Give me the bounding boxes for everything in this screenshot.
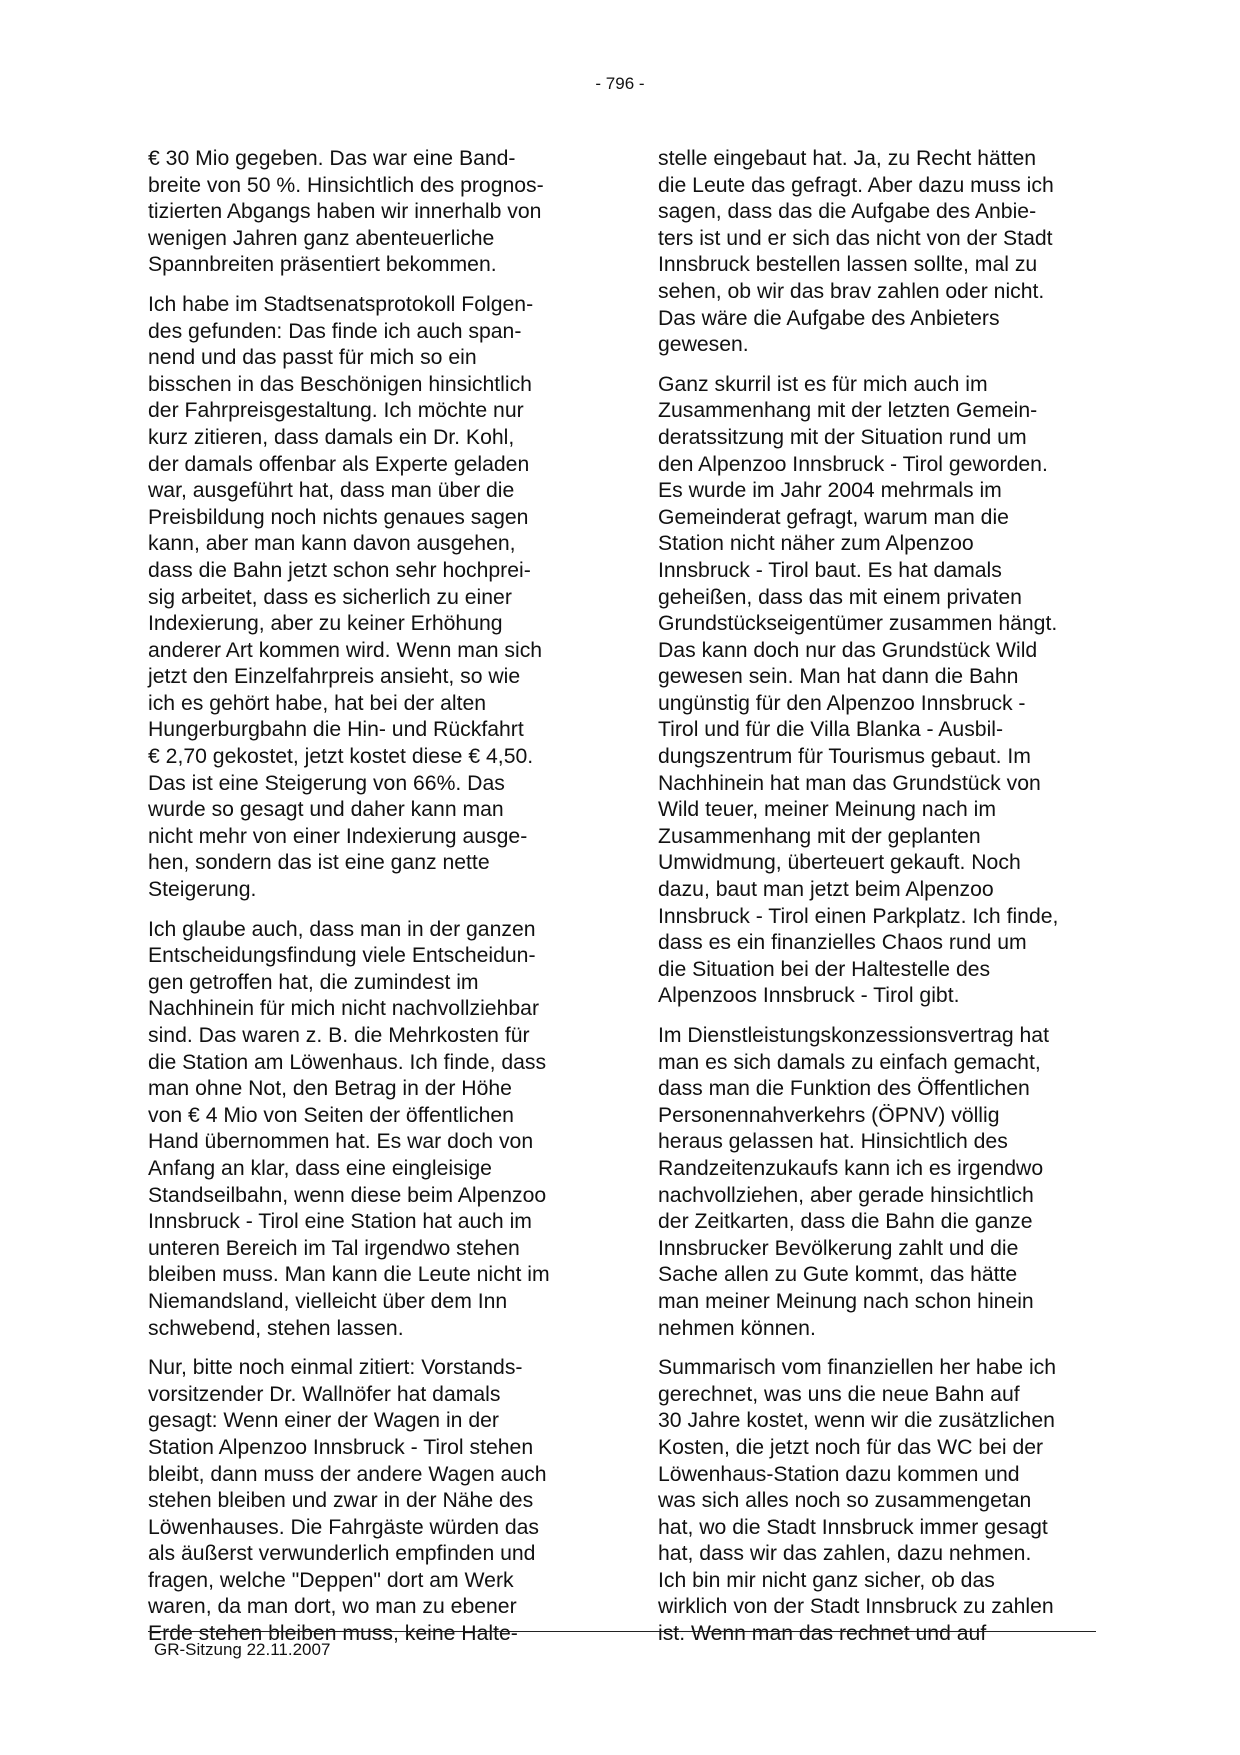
text-line: Umwidmung, überteuert gekauft. Noch <box>658 851 1021 875</box>
text-line: Hand übernommen hat. Es war doch von <box>148 1130 534 1154</box>
text-line: stehen bleiben und zwar in der Nähe des <box>148 1489 534 1513</box>
text-line: Innsbruck bestellen lassen sollte, mal zu <box>658 253 1038 277</box>
text-line: Summarisch vom finanziellen her habe ich <box>658 1356 1057 1380</box>
text-column-right <box>658 146 1106 1661</box>
text-line: sagen, dass das die Aufgabe des Anbie- <box>658 200 1037 224</box>
paragraph <box>148 1355 596 1648</box>
text-line: Steigerung. <box>148 878 257 902</box>
text-line: hat, wo die Stadt Innsbruck immer gesagt <box>658 1515 1048 1539</box>
text-line: Station nicht näher zum Alpenzoo <box>658 532 974 556</box>
text-line: fragen, welche "Deppen" dort am Werk <box>148 1568 514 1592</box>
text-line: breite von 50 %. Hinsichtlich des prognos- <box>148 173 544 197</box>
text-line: bisschen in das Beschönigen hinsichtlich <box>148 372 532 396</box>
text-line: kann, aber man kann davon ausgehen, <box>148 532 516 556</box>
text-line: vorsitzender Dr. Wallnöfer hat damals <box>148 1382 501 1406</box>
text-line: Anfang an klar, dass eine eingleisige <box>148 1156 492 1180</box>
text-line: sind. Das waren z. B. die Mehrkosten für <box>148 1024 530 1047</box>
text-line: hat, dass wir das zahlen, dazu nehmen. <box>658 1542 1032 1566</box>
text-line: Zusammenhang mit der geplanten <box>658 824 981 848</box>
text-line: man ohne Not, den Betrag in der Höhe <box>148 1077 512 1101</box>
text-line: sehen, ob wir das brav zahlen oder nicht. <box>658 279 1045 303</box>
text-line: nicht mehr von einer Indexierung ausge- <box>148 824 528 848</box>
text-line: Innsbrucker Bevölkerung zahlt und die <box>658 1236 1019 1260</box>
text-line: Randzeitenzukaufs kann ich es irgendwo <box>658 1156 1044 1180</box>
text-line: ist. Wenn man das rechnet und auf <box>658 1622 987 1646</box>
text-line: Innsbruck - Tirol einen Parkplatz. Ich finde, <box>658 904 1059 928</box>
text-line: nachvollziehen, aber gerade hinsichtlich <box>658 1183 1034 1207</box>
text-line: ters ist und er sich das nicht von der Stadt <box>658 226 1053 250</box>
text-line: Innsbruck - Tirol eine Station hat auch im <box>148 1210 532 1234</box>
text-line: heraus gelassen hat. Hinsichtlich des <box>658 1130 1008 1154</box>
text-line: nehmen können. <box>658 1316 816 1340</box>
text-line: ungünstig für den Alpenzoo Innsbruck - <box>658 691 1026 715</box>
text-line: jetzt den Einzelfahrpreis ansieht, so wie <box>148 665 521 689</box>
text-line: dungszentrum für Tourismus gebaut. Im <box>658 745 1031 769</box>
text-line: Löwenhaus-Station dazu kommen und <box>658 1462 1020 1486</box>
text-line: gerechnet, was uns die neue Bahn auf <box>658 1382 1020 1406</box>
text-line: tizierten Abgangs haben wir innerhalb von <box>148 200 542 224</box>
text-line: schwebend, stehen lassen. <box>148 1316 404 1340</box>
text-line: Es wurde im Jahr 2004 mehrmals im <box>658 479 1002 503</box>
text-line: sig arbeitet, dass es sicherlich zu einer <box>148 585 512 609</box>
text-line: Das ist eine Steigerung von 66%. Das <box>148 771 505 795</box>
text-line: Nachhinein für mich nicht nachvollziehbar <box>148 997 539 1021</box>
footer-session-date: GR-Sitzung 22.11.2007 <box>154 1640 331 1659</box>
text-line: kurz zitieren, dass damals ein Dr. Kohl, <box>148 425 515 449</box>
text-line: der Zeitkarten, dass die Bahn die ganze <box>658 1210 1033 1234</box>
text-line: Hungerburgbahn die Hin- und Rückfahrt <box>148 718 524 742</box>
text-line: dass die Bahn jetzt schon sehr hochprei- <box>148 558 531 582</box>
text-line: Personennahverkehrs (ÖPNV) völlig <box>658 1103 1000 1127</box>
text-line: anderer Art kommen wird. Wenn man sich <box>148 638 543 662</box>
text-line: den Alpenzoo Innsbruck - Tirol geworden. <box>658 452 1048 476</box>
text-column-left <box>148 146 596 1661</box>
text-line: Nachhinein hat man das Grundstück von <box>658 771 1041 795</box>
text-line: Wild teuer, meiner Meinung nach im <box>658 798 996 822</box>
page-number: - 796 - <box>595 74 645 93</box>
text-line: man es sich damals zu einfach gemacht, <box>658 1050 1041 1074</box>
text-line: Entscheidungsfindung viele Entscheidun- <box>148 944 536 968</box>
text-line: geheißen, dass das mit einem privaten <box>658 585 1022 609</box>
text-line: Spannbreiten präsentiert bekommen. <box>148 253 497 277</box>
text-line: war, ausgeführt hat, dass man über die <box>148 479 515 503</box>
text-line: Ganz skurril ist es für mich auch im <box>658 372 988 396</box>
text-line: nend und das passt für mich so ein <box>148 346 477 370</box>
text-line: Station Alpenzoo Innsbruck - Tirol stehen <box>148 1435 534 1459</box>
text-line: wirklich von der Stadt Innsbruck zu zahlen <box>658 1595 1054 1619</box>
text-line: Tirol und für die Villa Blanka - Ausbil- <box>658 718 1004 742</box>
text-line: die Leute das gefragt. Aber dazu muss ich <box>658 173 1054 197</box>
paragraph <box>148 917 596 1343</box>
text-line: Innsbruck - Tirol baut. Es hat damals <box>658 558 1002 582</box>
text-line: Ich glaube auch, dass man in der ganzen <box>148 917 536 941</box>
text-line: ich es gehört habe, hat bei der alten <box>148 691 487 715</box>
text-line: der damals offenbar als Experte geladen <box>148 452 530 476</box>
text-line: Indexierung, aber zu keiner Erhöhung <box>148 612 503 636</box>
text-line: Gemeinderat gefragt, warum man die <box>658 505 1009 529</box>
text-line: dass man die Funktion des Öffentlichen <box>658 1077 1030 1101</box>
text-line: Löwenhauses. Die Fahrgäste würden das <box>148 1515 540 1539</box>
paragraph <box>658 372 1106 1010</box>
text-line: der Fahrpreisgestaltung. Ich möchte nur <box>148 399 524 423</box>
paragraph <box>148 146 596 279</box>
text-line: gesagt: Wenn einer der Wagen in der <box>148 1409 499 1433</box>
text-line: Standseilbahn, wenn diese beim Alpenzoo <box>148 1183 547 1207</box>
text-line: Alpenzoos Innsbruck - Tirol gibt. <box>658 984 960 1008</box>
text-line: Niemandsland, vielleicht über dem Inn <box>148 1289 508 1313</box>
text-line: Das kann doch nur das Grundstück Wild <box>658 638 1038 662</box>
text-line: unteren Bereich im Tal irgendwo stehen <box>148 1236 520 1260</box>
text-line: waren, da man dort, wo man zu ebener <box>148 1595 517 1619</box>
text-line: dazu, baut man jetzt beim Alpenzoo <box>658 878 994 902</box>
text-line: 30 Jahre kostet, wenn wir die zusätzlichen <box>658 1409 1055 1433</box>
paragraph <box>658 1355 1106 1648</box>
text-line: man meiner Meinung nach schon hinein <box>658 1289 1034 1313</box>
text-line: gewesen sein. Man hat dann die Bahn <box>658 665 1019 689</box>
text-line: Nur, bitte noch einmal zitiert: Vorstands- <box>148 1356 523 1380</box>
text-line: was sich alles noch so zusammengetan <box>658 1489 1032 1513</box>
footer-divider <box>148 1631 1096 1632</box>
text-line: wenigen Jahren ganz abenteuerliche <box>148 226 495 250</box>
text-line: bleibt, dann muss der andere Wagen auch <box>148 1462 547 1486</box>
text-line: € 2,70 gekostet, jetzt kostet diese € 4,50. <box>148 745 534 769</box>
text-line: von € 4 Mio von Seiten der öffentlichen <box>148 1103 514 1127</box>
text-line: Zusammenhang mit der letzten Gemein- <box>658 399 1038 423</box>
text-line: wurde so gesagt und daher kann man <box>148 798 504 822</box>
text-line: Ich bin mir nicht ganz sicher, ob das <box>658 1568 995 1592</box>
text-line: Ich habe im Stadtsenatsprotokoll Folgen- <box>148 292 534 316</box>
text-line: Kosten, die jetzt noch für das WC bei der <box>658 1435 1044 1459</box>
paragraph <box>658 146 1106 359</box>
text-line: des gefunden: Das finde ich auch span- <box>148 319 522 343</box>
paragraph <box>658 1023 1106 1342</box>
text-line: die Situation bei der Haltestelle des <box>658 957 991 981</box>
paragraph <box>148 292 596 904</box>
text-line: Grundstückseigentümer zusammen hängt. <box>658 612 1058 636</box>
text-line: hen, sondern das ist eine ganz nette <box>148 851 490 875</box>
text-line: € 30 Mio gegeben. Das war eine Band- <box>148 147 516 170</box>
text-line: gen getroffen hat, die zumindest im <box>148 970 479 994</box>
text-line: dass es ein finanzielles Chaos rund um <box>658 931 1027 955</box>
text-line: als äußerst verwunderlich empfinden und <box>148 1542 536 1566</box>
text-line: die Station am Löwenhaus. Ich finde, dass <box>148 1050 547 1074</box>
text-line: Sache allen zu Gute kommt, das hätte <box>658 1263 1018 1287</box>
text-line: bleiben muss. Man kann die Leute nicht im <box>148 1263 550 1287</box>
text-line: stelle eingebaut hat. Ja, zu Recht hätten <box>658 147 1037 170</box>
text-line: Erde stehen bleiben muss, keine Halte- <box>148 1622 518 1646</box>
text-line: Das wäre die Aufgabe des Anbieters <box>658 306 1000 330</box>
text-line: deratssitzung mit der Situation rund um <box>658 425 1027 449</box>
text-line: Im Dienstleistungskonzessionsvertrag hat <box>658 1024 1049 1047</box>
text-line: gewesen. <box>658 333 749 357</box>
text-line: Preisbildung noch nichts genaues sagen <box>148 505 529 529</box>
